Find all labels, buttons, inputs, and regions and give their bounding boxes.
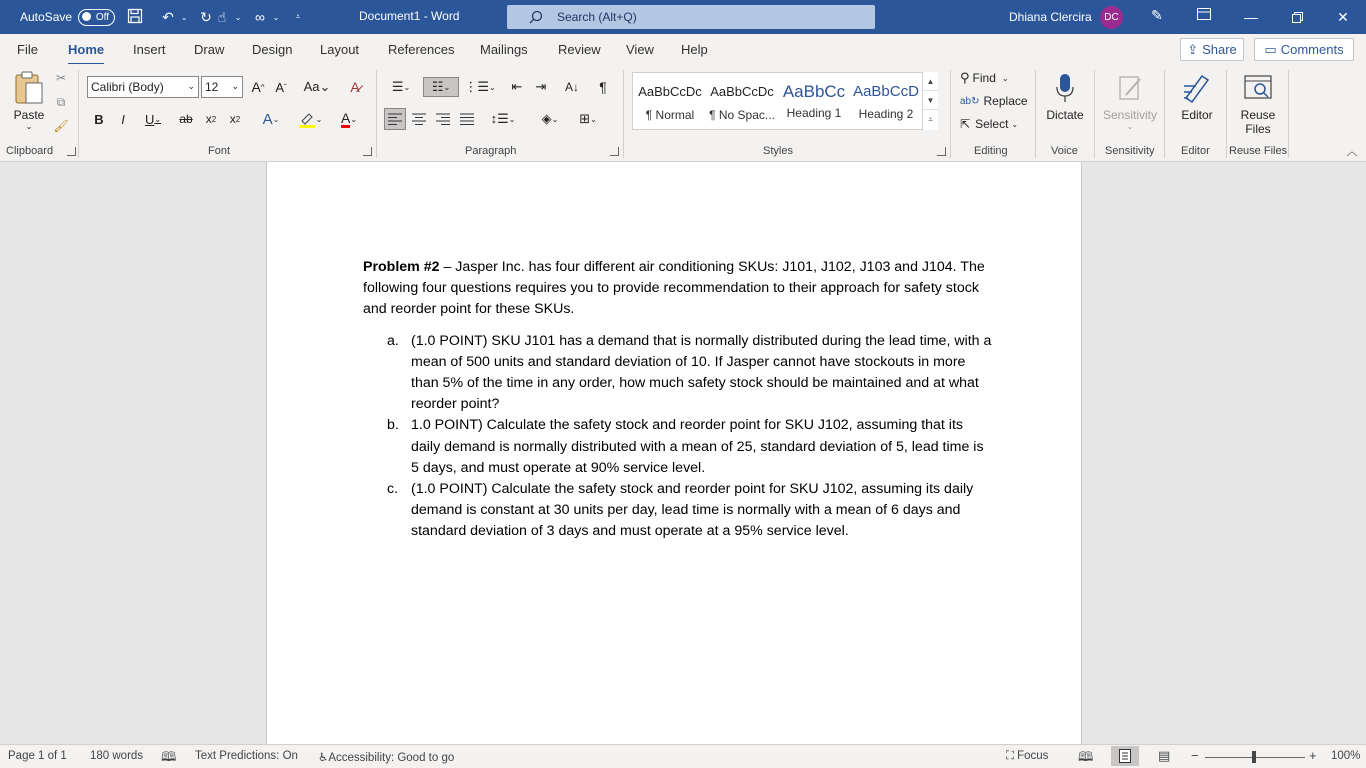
divider — [1094, 70, 1095, 158]
zoom-slider-handle[interactable] — [1252, 751, 1256, 763]
subscript-icon[interactable]: x 2 — [205, 112, 217, 126]
font-group-label: Font — [208, 145, 231, 157]
chevron-down-icon: ⌄ — [1126, 122, 1134, 131]
search-box[interactable] — [507, 5, 875, 29]
divider — [376, 70, 377, 158]
user-name[interactable]: Dhiana Clercira — [1009, 10, 1092, 24]
list-marker: b. — [387, 417, 399, 434]
sort-icon[interactable]: A↓ — [564, 80, 579, 94]
sensitivity-icon — [1100, 68, 1160, 108]
style-heading-2[interactable] — [850, 73, 922, 131]
styles-launcher-icon[interactable] — [937, 147, 946, 156]
underline-icon[interactable]: U ⌄ — [144, 111, 162, 127]
find-button[interactable] — [960, 70, 1009, 86]
pen-icon[interactable]: ✎ — [1151, 7, 1163, 23]
chevron-down-icon: ⌄ — [1001, 73, 1009, 83]
problem-text: – Jasper Inc. has four different air conditioning SKUs: J101, J102, J103 and J104. The following four questions requires you to provide recommendation to their approach for safety stock and reorder point for these SKUs. — [363, 259, 985, 318]
divider — [1288, 70, 1289, 158]
tab-review[interactable]: Review — [558, 42, 601, 57]
editing-group-label: Editing — [974, 145, 1008, 157]
problem-paragraph — [363, 257, 993, 321]
text-predictions-status[interactable]: Text Predictions: On — [195, 750, 298, 762]
clipboard-group-label: Clipboard — [6, 145, 54, 157]
collapse-ribbon-icon[interactable]: ︿ — [1346, 146, 1358, 158]
web-layout-icon[interactable]: ▤ — [1158, 748, 1171, 763]
reuse-files-icon — [1232, 68, 1284, 108]
ribbon — [0, 64, 1366, 162]
list-marker: a. — [387, 332, 399, 349]
more-styles-icon[interactable]: ⩡ — [928, 115, 933, 124]
sensitivity-group-label: Sensitivity — [1105, 145, 1155, 157]
read-mode-icon[interactable]: 🕮 — [1078, 749, 1094, 764]
decrease-indent-icon[interactable]: ⇤ — [511, 79, 523, 94]
reuse-files-button[interactable] — [1232, 68, 1284, 136]
replace-icon: ab↻ — [960, 95, 980, 107]
autosave-label: AutoSave — [20, 10, 73, 24]
zoom-out-icon[interactable]: − — [1191, 748, 1199, 763]
focus-icon: ⛶ — [1006, 750, 1015, 762]
list-item — [363, 415, 993, 479]
font-name-combo[interactable] — [87, 76, 199, 98]
divider — [623, 70, 624, 158]
paste-icon — [8, 68, 50, 108]
superscript-icon[interactable]: x 2 — [229, 112, 241, 126]
bullets-icon[interactable]: ☰ ⌄ — [391, 79, 411, 94]
tab-design[interactable]: Design — [252, 42, 293, 57]
accessibility-status[interactable] — [318, 750, 454, 764]
editor-label: Editor — [1181, 108, 1213, 122]
align-left-icon[interactable] — [384, 108, 406, 130]
chevron-down-icon: ⌄ — [1011, 119, 1019, 129]
list-item — [363, 331, 993, 416]
list-item-text: (1.0 POINT) SKU J101 has a demand that is normally distributed during the lead time, with a mean of 500 units and standard deviation of 10. If Jasper cannot have stockouts in more than 5% of the time in any order, how much safety stock should be maintained and at what reorder point? — [411, 332, 992, 413]
chevron-down-icon: ⌄ — [187, 81, 195, 91]
paste-dropdown-icon[interactable]: ⌄ — [25, 122, 33, 131]
replace-label: Replace — [983, 94, 1028, 108]
styles-scroll[interactable] — [922, 72, 938, 130]
autosave-state: Off — [95, 11, 110, 23]
paragraph-group-label: Paragraph — [465, 145, 517, 157]
chevron-down-icon: ⌄ — [231, 81, 239, 91]
line-spacing-icon[interactable]: ↕☰ ⌄ — [490, 111, 516, 126]
editor-icon — [1172, 68, 1222, 108]
clear-formatting-icon[interactable]: A̷ — [350, 79, 360, 95]
italic-icon[interactable]: I — [121, 111, 125, 127]
grow-font-icon[interactable]: A ^ — [251, 79, 265, 95]
dictate-button[interactable] — [1042, 68, 1088, 122]
print-layout-icon[interactable] — [1111, 746, 1139, 766]
tab-home[interactable]: Home — [68, 42, 105, 57]
style-preview: AaBbCc — [782, 82, 846, 101]
document-title: Document1 - Word — [359, 9, 460, 23]
style-preview: AaBbCcDc — [710, 84, 774, 99]
list-item-text: (1.0 POINT) Calculate the safety stock and reorder point for SKU J102, assuming its daily demand is constant at 30 units per day, lead time is normally with a mean of 6 days and standard deviation of 3 days and must operate at a 95% service level. — [411, 481, 974, 540]
reuse-files-group-label: Reuse Files — [1229, 145, 1288, 157]
style-name: Heading 2 — [858, 107, 914, 121]
style-heading-1[interactable] — [778, 73, 850, 131]
search-placeholder: Search (Alt+Q) — [557, 10, 637, 24]
editor-group-label: Editor — [1181, 145, 1210, 157]
accessibility-label: Accessibility: Good to go — [328, 752, 455, 764]
document-page[interactable] — [266, 162, 1082, 744]
problem-title: Problem #2 — [363, 259, 440, 275]
style-no-spacing[interactable] — [706, 73, 778, 131]
text-effects-icon[interactable]: A ⌄ — [262, 110, 280, 128]
borders-icon[interactable]: ⊞ ⌄ — [579, 111, 597, 126]
style-preview: AaBbCcD — [853, 83, 919, 100]
clipboard-launcher-icon[interactable] — [67, 147, 76, 156]
voice-group-label: Voice — [1051, 145, 1078, 157]
avatar[interactable]: DC — [1100, 6, 1123, 29]
show-formatting-icon[interactable]: ¶ — [599, 79, 607, 95]
tab-references[interactable]: References — [388, 42, 455, 57]
copy-icon[interactable]: ⧉ — [56, 94, 66, 109]
proofing-icon[interactable]: 🕮 — [161, 749, 177, 764]
bold-icon[interactable]: B — [94, 111, 104, 127]
font-name-value: Calibri (Body) — [91, 80, 164, 94]
justify-icon[interactable] — [458, 110, 476, 128]
loop-dropdown-icon[interactable]: ⌄ — [272, 12, 280, 22]
change-case-icon[interactable]: Aa⌄ — [303, 79, 331, 94]
search-icon — [529, 10, 543, 24]
focus-button[interactable] — [1006, 750, 1048, 763]
comments-button[interactable] — [1254, 38, 1354, 61]
styles-group-label: Styles — [763, 145, 793, 157]
ribbon-tabs — [0, 34, 1366, 64]
cut-icon[interactable]: ✂ — [55, 71, 67, 85]
align-center-icon[interactable] — [410, 110, 428, 128]
tab-help[interactable]: Help — [681, 42, 708, 57]
increase-indent-icon[interactable]: ⇥ — [535, 79, 547, 94]
quick-access-toolbar — [127, 8, 311, 27]
shading-icon[interactable]: ◈ ⌄ — [541, 111, 559, 126]
tab-view[interactable]: View — [626, 42, 654, 57]
divider — [1164, 70, 1165, 158]
reuse-label-line1: Reuse — [1240, 108, 1276, 122]
divider — [1035, 70, 1036, 158]
loop-icon[interactable]: ∞ — [255, 9, 266, 25]
touch-mode-icon[interactable]: ☝ — [217, 8, 227, 25]
style-name: ¶ No Spac... — [709, 108, 775, 122]
title-bar — [0, 0, 1366, 34]
sensitivity-label: Sensitivity — [1102, 108, 1158, 122]
select-button[interactable] — [960, 116, 1018, 132]
restore-button[interactable] — [1274, 0, 1320, 34]
zoom-in-icon[interactable]: + — [1309, 748, 1317, 763]
undo-icon[interactable]: ↶ — [162, 8, 174, 25]
tab-layout[interactable]: Layout — [320, 42, 360, 57]
editor-button[interactable] — [1172, 68, 1222, 122]
list-item — [363, 479, 993, 543]
redo-icon[interactable]: ↻ — [200, 8, 212, 25]
list-marker: c. — [387, 481, 399, 498]
format-painter-icon[interactable]: 🖌 — [53, 119, 69, 133]
save-icon[interactable] — [127, 8, 143, 27]
comments-label: Comments — [1280, 42, 1344, 57]
sensitivity-button[interactable] — [1100, 68, 1160, 131]
font-color-icon[interactable]: A ⌄ — [340, 109, 358, 126]
font-launcher-icon[interactable] — [363, 147, 372, 156]
autosave-toggle[interactable] — [78, 9, 115, 26]
undo-dropdown-icon[interactable]: ⌄ — [180, 12, 188, 22]
numbering-icon[interactable]: ☷ ⌄ — [423, 77, 459, 97]
font-size-combo[interactable] — [201, 76, 243, 98]
document-area — [0, 162, 1366, 744]
touch-dropdown-icon[interactable]: ⌄ — [234, 12, 242, 22]
dictate-label: Dictate — [1046, 108, 1084, 122]
tab-insert[interactable]: Insert — [133, 42, 166, 57]
divider — [78, 70, 79, 158]
select-label: Select — [975, 117, 1009, 131]
question-list — [363, 331, 993, 543]
share-label: Share — [1202, 42, 1237, 57]
list-item-text: 1.0 POINT) Calculate the safety stock and reorder point for SKU J102, assuming that its daily demand is normally distributed with a mean of 25, standard deviation of 5, lead time is 5 days, and must operate at 90% service level. — [411, 417, 984, 476]
multilevel-list-icon[interactable]: ⋮☰ ⌄ — [464, 79, 496, 94]
style-normal[interactable] — [634, 73, 706, 131]
autosave-control[interactable] — [20, 9, 115, 26]
minimize-button[interactable]: — — [1244, 9, 1258, 25]
style-name: Heading 1 — [786, 106, 842, 120]
shrink-font-icon[interactable]: A ˇ — [275, 79, 287, 95]
chevron-down-icon[interactable]: ▼ — [923, 91, 938, 110]
close-button[interactable]: ✕ — [1337, 8, 1349, 25]
strikethrough-icon[interactable]: ab — [179, 112, 193, 126]
paste-button[interactable] — [8, 68, 50, 131]
search-icon: ⚲ — [960, 70, 970, 85]
paste-label: Paste — [13, 108, 45, 122]
highlight-icon[interactable]: ⌄ — [294, 110, 326, 128]
find-label: Find — [972, 71, 996, 85]
style-name: ¶ Normal — [645, 108, 695, 122]
customize-qat-icon[interactable]: ⩡ — [295, 12, 301, 21]
share-button[interactable] — [1180, 38, 1244, 61]
word-count[interactable]: 180 words — [90, 750, 144, 762]
accessibility-icon: ♿︎ — [318, 752, 329, 764]
share-icon: ⇪ — [1187, 41, 1199, 57]
align-right-icon[interactable] — [434, 110, 452, 128]
font-size-value: 12 — [205, 80, 219, 94]
comment-icon: ▭ — [1264, 41, 1277, 57]
style-preview: AaBbCcDc — [638, 84, 702, 99]
tab-draw[interactable]: Draw — [194, 42, 225, 57]
paragraph-launcher-icon[interactable] — [610, 147, 619, 156]
reuse-label-line2: Files — [1245, 122, 1271, 136]
tab-mailings[interactable]: Mailings — [480, 42, 528, 57]
divider — [1226, 70, 1227, 158]
status-bar — [0, 744, 1366, 768]
cursor-icon: ⇱ — [960, 117, 971, 131]
microphone-icon — [1042, 68, 1088, 108]
divider — [950, 70, 951, 158]
ribbon-display-icon[interactable] — [1197, 7, 1211, 23]
chevron-up-icon[interactable]: ▲ — [923, 72, 938, 91]
styles-gallery — [632, 72, 938, 130]
zoom-level[interactable]: 100% — [1331, 750, 1361, 762]
focus-label: Focus — [1017, 750, 1049, 762]
tab-file[interactable]: File — [17, 42, 38, 57]
document-body[interactable] — [363, 257, 993, 543]
page-count[interactable]: Page 1 of 1 — [8, 750, 67, 762]
replace-button[interactable] — [960, 93, 1028, 109]
